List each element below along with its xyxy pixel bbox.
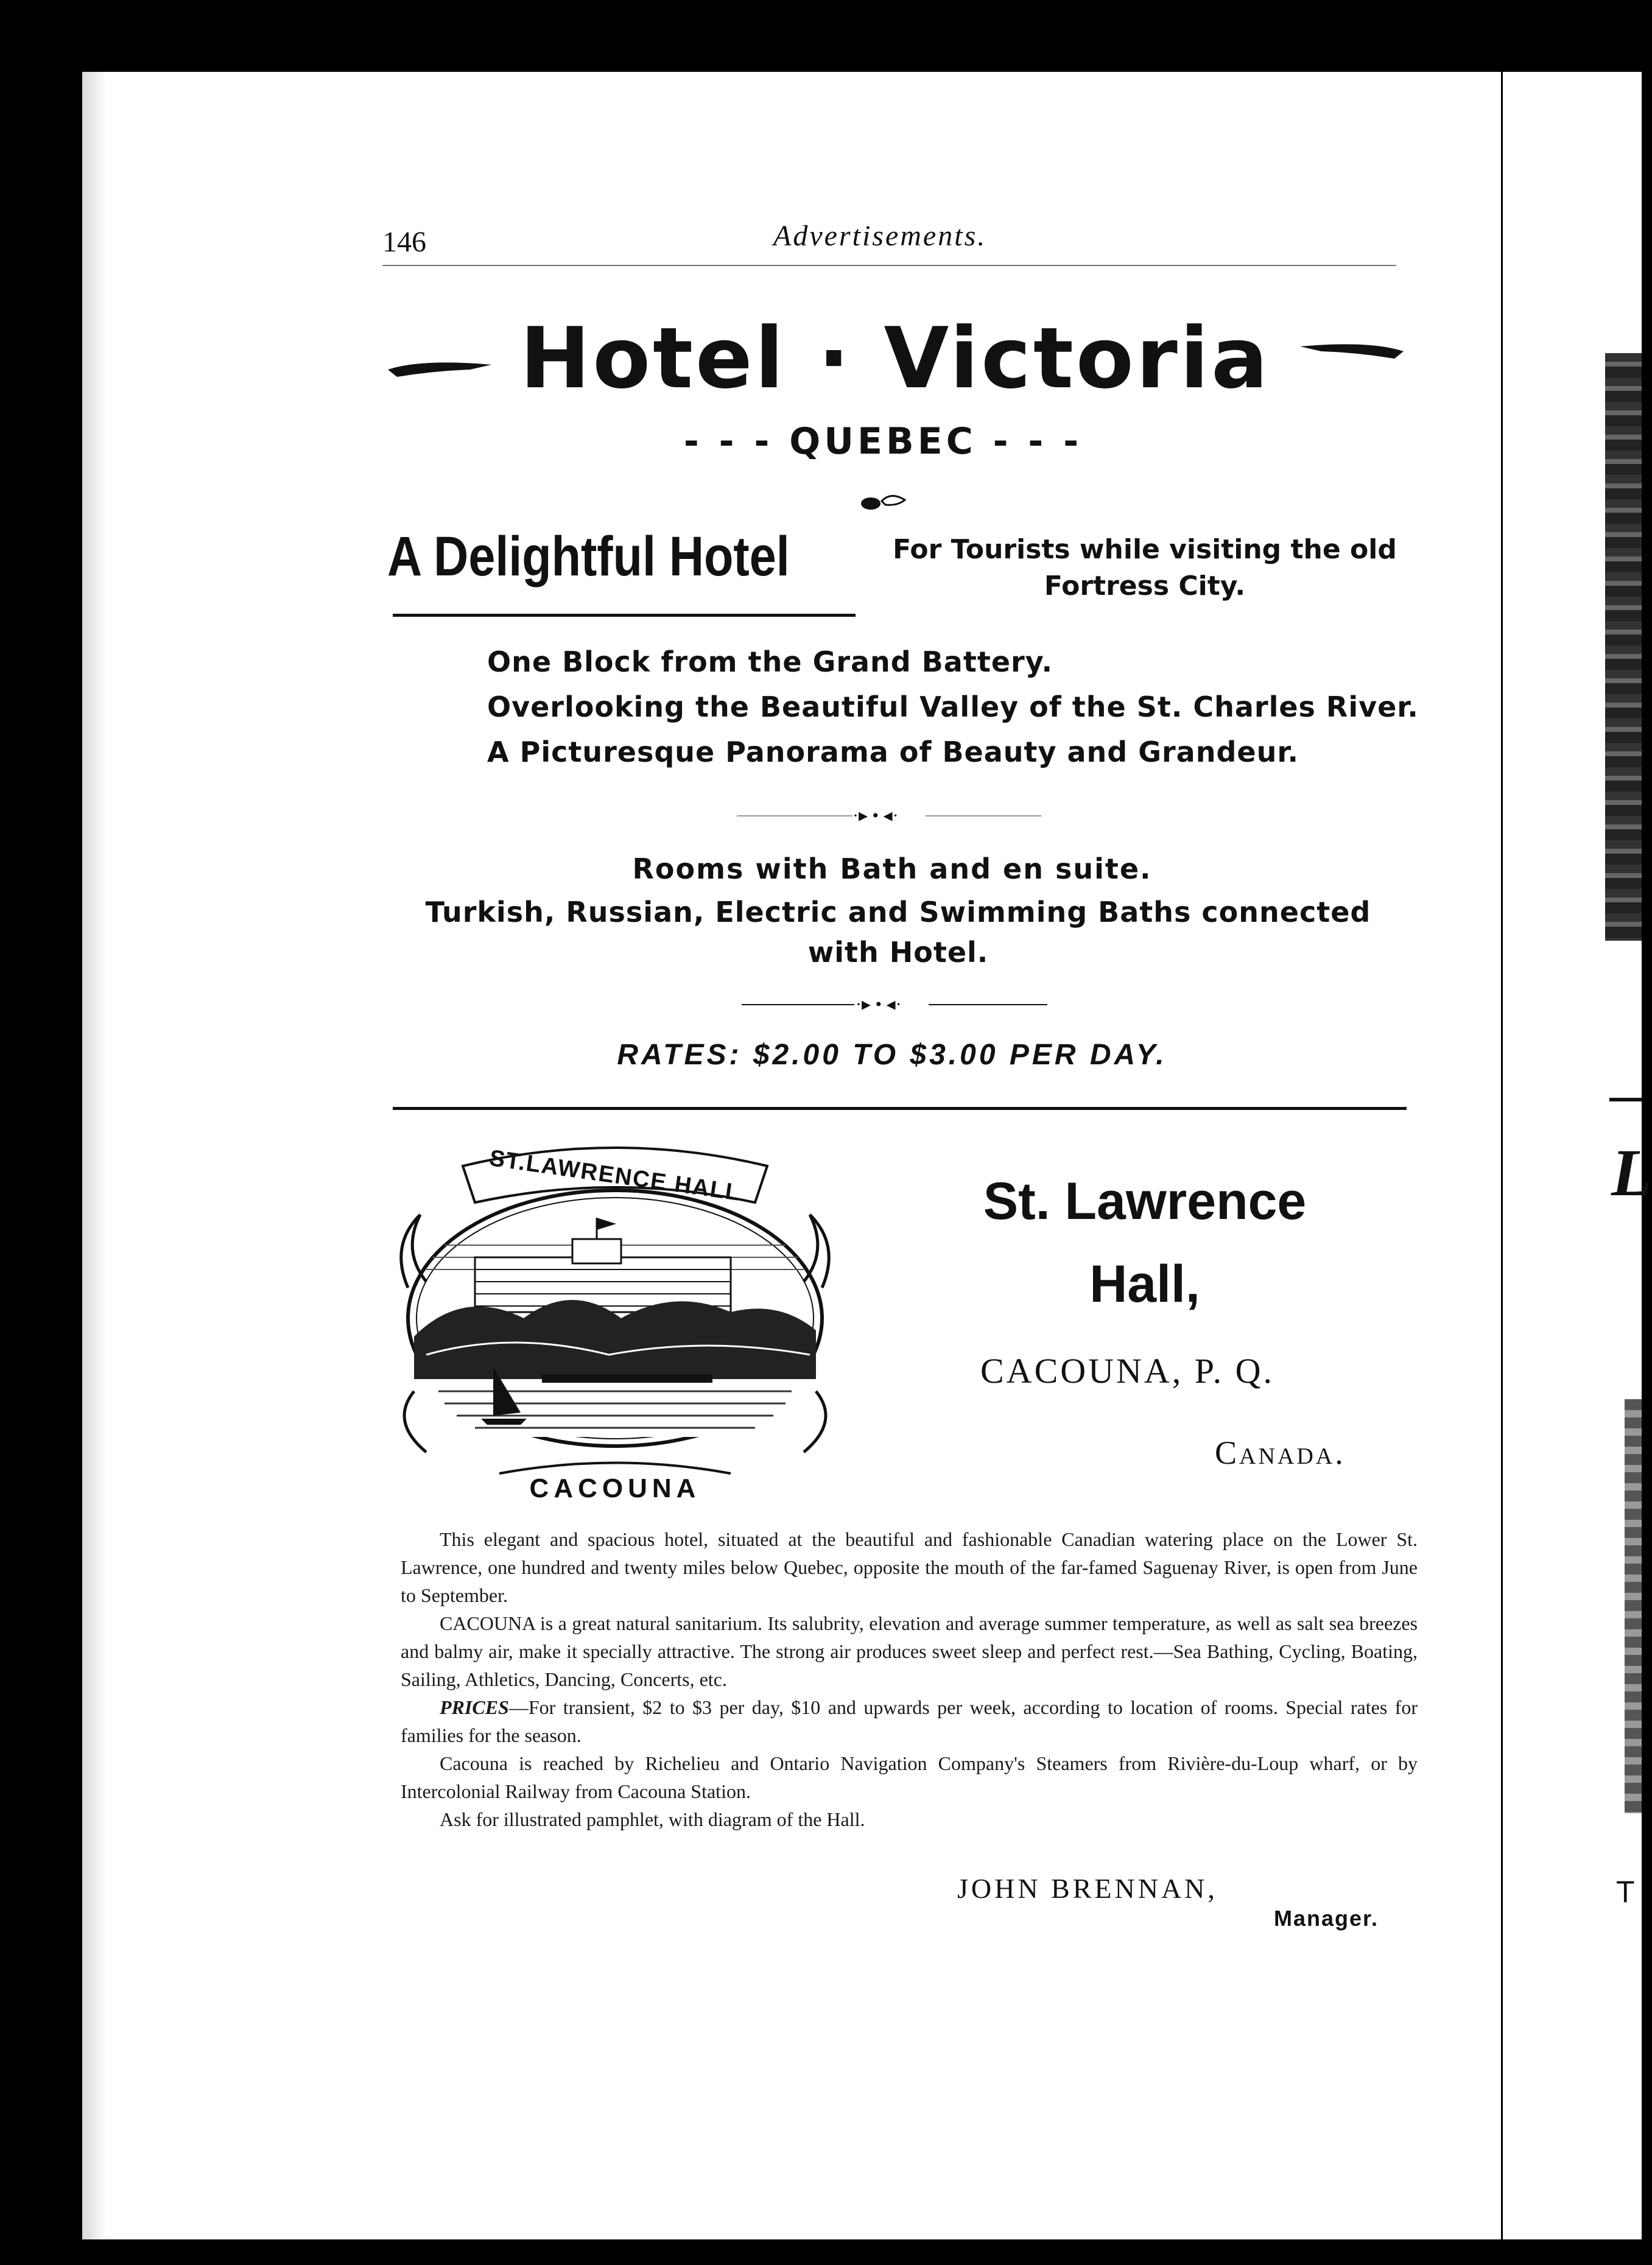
section-divider — [393, 1107, 1407, 1110]
divider-1-right — [926, 815, 1041, 816]
adjacent-photo-bottom — [1625, 1399, 1642, 1813]
divider-2-right — [929, 1004, 1047, 1005]
divider-2-left — [742, 1004, 854, 1005]
signature-name: JOHN BRENNAN, — [957, 1873, 1218, 1904]
illustration-caption: CACOUNA — [529, 1473, 701, 1503]
baths-block — [384, 892, 1413, 972]
tourists-tagline — [877, 532, 1413, 605]
headline-underline — [393, 614, 856, 617]
hall-name-line-1: St. Lawrence — [983, 1172, 1307, 1231]
feature-line: A Picturesque Panorama of Beauty and Grandeur. — [487, 736, 1299, 768]
prices-paragraph — [401, 1693, 1418, 1749]
signature-title: Manager. — [1274, 1906, 1379, 1931]
rates-line: RATES: $2.00 TO $3.00 PER DAY. — [617, 1039, 1167, 1071]
description-paragraph: CACOUNA is a great natural sanitarium. Its salubrity, elevation and average summer temperature, as well as salt sea breezes and balmy air, make it specially attractive. The strong air produces sweet sleep and perfect rest.—Sea Bathing, Cycling, Boating, Sailing, Athletics, Dancing, Concerts, etc. — [401, 1612, 1418, 1690]
hotel-victoria-title: Hotel · Victoria — [519, 309, 1271, 407]
prices-text: —For transient, $2 to $3 per day, $10 and upwards per week, according to location of rooms. Special rates for families for the season. — [401, 1696, 1418, 1746]
hall-country: Canada. — [1215, 1434, 1346, 1471]
left-flourish-icon — [385, 356, 494, 381]
tagline-line-1: For Tourists while visiting the old — [893, 534, 1397, 565]
hall-engraving — [390, 1136, 840, 1501]
divider-1-left — [737, 815, 852, 816]
rooms-line: Rooms with Bath and en suite. — [632, 852, 1152, 885]
adjacent-photo-top — [1605, 353, 1642, 941]
hall-name — [901, 1160, 1388, 1326]
description-paragraph: Cacouna is reached by Richelieu and Ontario Navigation Company's Steamers from Rivière-du-Loup wharf, or by Intercolonial Railway from Cacouna Station. — [401, 1752, 1418, 1802]
feature-line: One Block from the Grand Battery. — [487, 645, 1053, 678]
hall-location: CACOUNA, P. Q. — [980, 1351, 1275, 1391]
tagline-line-2: Fortress City. — [1044, 571, 1246, 602]
delightful-hotel-headline: A Delightful Hotel — [387, 525, 790, 588]
ornament-icon — [857, 490, 912, 514]
victoria-city: - - - QUEBEC - - - — [683, 420, 1083, 463]
victoria-features — [487, 639, 1419, 774]
divider-ornament-icon: ·▸ • ◂· — [852, 806, 899, 826]
hall-description — [401, 1525, 1418, 1833]
adjacent-rule — [1609, 1098, 1642, 1101]
hall-illustration — [390, 1136, 840, 1501]
divider-ornament-icon: ·▸ • ◂· — [856, 994, 902, 1014]
adjacent-letter-l: L — [1611, 1136, 1652, 1210]
page-gutter-shadow — [82, 72, 107, 2239]
baths-line-1: Turkish, Russian, Electric and Swimming Baths connected — [425, 896, 1371, 929]
illustration-banner: ST.LAWRENCE HALL — [488, 1145, 743, 1206]
hall-name-line-2: Hall, — [1089, 1255, 1200, 1313]
running-title: Advertisements. — [773, 220, 987, 252]
baths-line-2: with Hotel. — [807, 936, 989, 969]
adjacent-letter-t: T — [1616, 1875, 1635, 1909]
header-rule — [382, 265, 1396, 266]
feature-line: Overlooking the Beautiful Valley of the St. Charles River. — [487, 690, 1419, 723]
right-flourish-icon — [1297, 338, 1407, 362]
prices-label: PRICES — [440, 1696, 509, 1718]
description-paragraph: This elegant and spacious hotel, situated at the beautiful and fashionable Canadian watering place on the Lower St. Lawrence, one hundred and twenty miles below Quebec, opposite the mouth of the far-famed Saguenay River, is open from June to September. — [401, 1528, 1418, 1606]
description-paragraph: Ask for illustrated pamphlet, with diagram of the Hall. — [440, 1808, 865, 1830]
page-number: 146 — [382, 226, 426, 258]
adjacent-page — [1503, 72, 1652, 2239]
